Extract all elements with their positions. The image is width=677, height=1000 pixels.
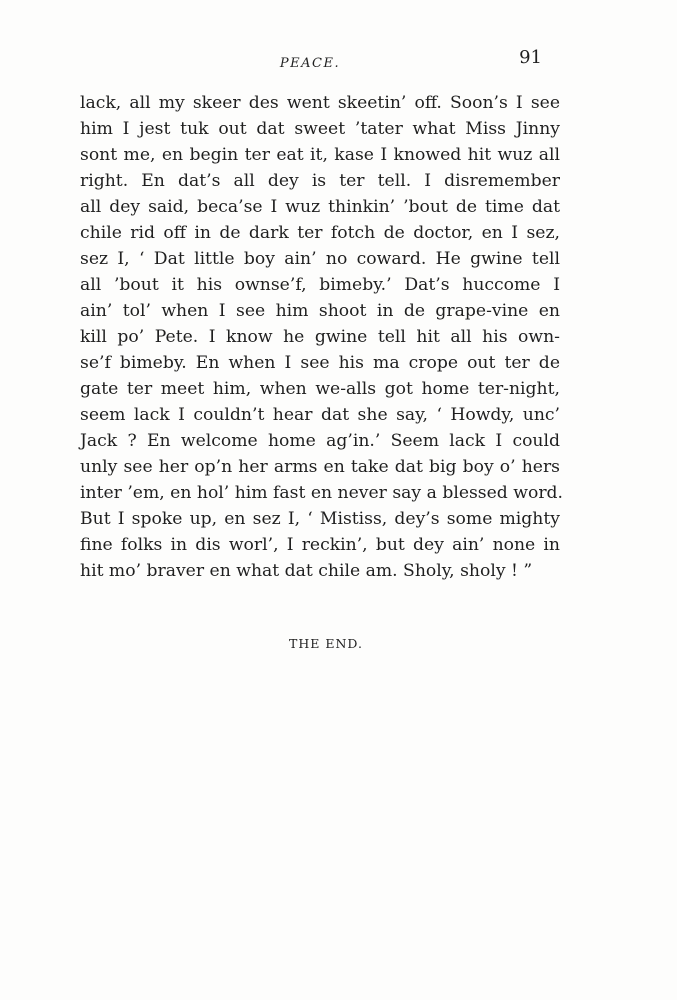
text-line: But I spoke up, en sez I, ‘ Mistiss, dey’s some mighty [80,509,560,529]
text-line: fine folks in dis worl’, I reckin’, but dey ain’ none in [80,535,560,555]
text-line: sont me, en begin ter eat it, kase I knowed hit wuz all [80,145,560,165]
body-text [80,90,564,584]
text-line: hit mo’ braver en what dat chile am. Sholy, sholy ! ” [80,561,533,581]
text-line: unly see her op’n her arms en take dat big boy o’ hers [80,457,560,477]
text-line: inter ’em, en hol’ him fast en never say a blessed word. [80,483,564,503]
the-end-label: THE END. [289,636,363,651]
text-line: all dey said, beca’se I wuz thinkin’ ’bout de time dat [80,197,560,217]
text-line: ain’ tol’ when I see him shoot in de grape-vine en [80,301,560,321]
text-line: sez I, ‘ Dat little boy ain’ no coward. He gwine tell [80,249,560,269]
page-number: 91 [519,47,542,68]
text-line: kill po’ Pete. I know he gwine tell hit all his own- [80,327,560,347]
text-line: Jack ? En welcome home ag’in.’ Seem lack I could [80,431,560,451]
text-line: lack, all my skeer des went skeetin’ off. Soon’s I see [80,93,560,113]
text-line: all ’bout it his ownse’f, bimeby.’ Dat’s huccome I [80,275,560,295]
text-line: gate ter meet him, when we-alls got home ter-night, [80,379,560,399]
text-line: se’f bimeby. En when I see his ma crope out ter de [80,353,560,373]
text-line: him I jest tuk out dat sweet ’tater what Miss Jinny [80,119,560,139]
text-line: chile rid off in de dark ter fotch de doctor, en I sez, [80,223,560,243]
text-line: seem lack I couldn’t hear dat she say, ‘ Howdy, unc’ [80,405,560,425]
text-line: right. En dat’s all dey is ter tell. I disremember [80,171,560,191]
running-title: PEACE. [279,56,341,71]
